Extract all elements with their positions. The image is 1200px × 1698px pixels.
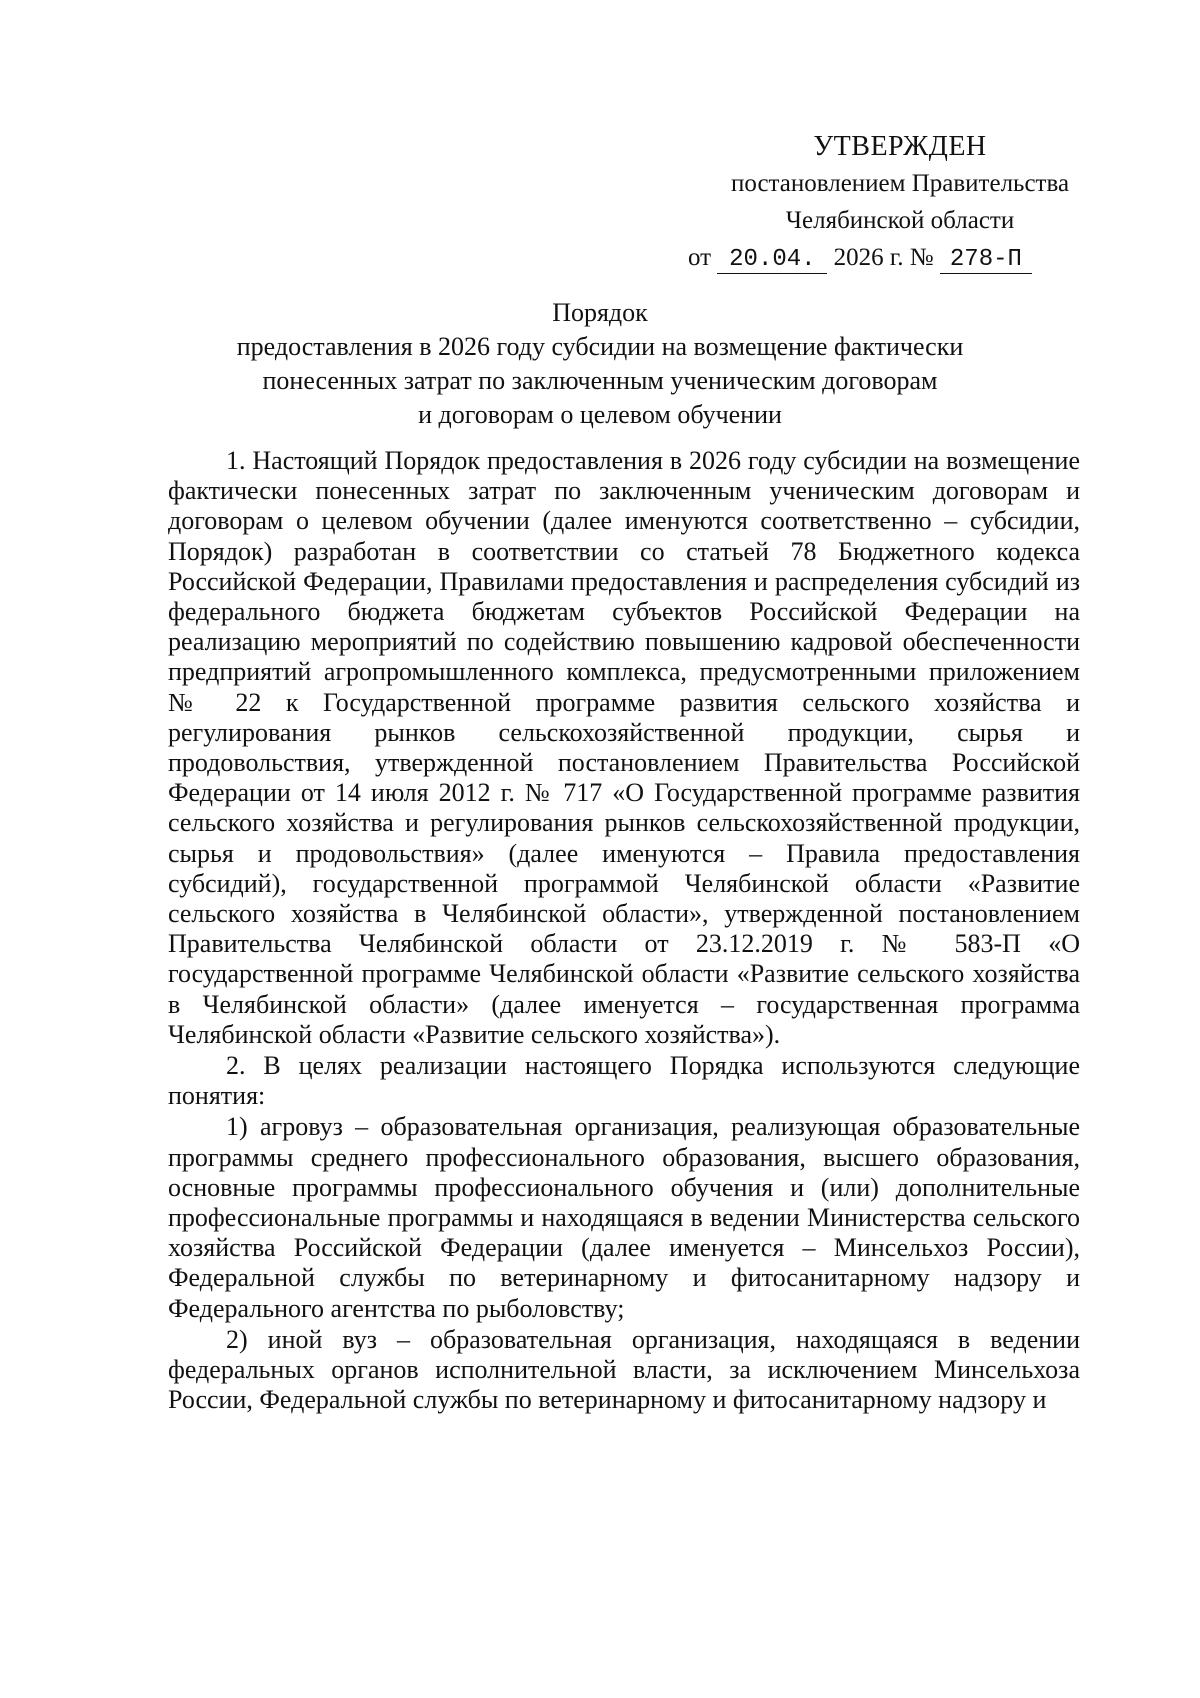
document-number: 278-П	[940, 247, 1032, 274]
approval-line-1: постановлением Правительства	[730, 170, 1070, 197]
paragraph-2: 2. В целях реализации настоящего Порядка используются следующие понятия:	[168, 1051, 1080, 1111]
title-line-4: и договорам о целевом обучении	[418, 400, 782, 429]
paragraph-4: 2) иной вуз – образовательная организация, находящаяся в ведении федеральных органов исполнительной власти, за исключением Минсельхоза России, Федеральной службы по ветеринарному и фитосанитарному надзору и	[168, 1324, 1080, 1415]
title-line-3: понесенных затрат по заключенным ученическим договорам	[262, 366, 938, 395]
paragraph-1: 1. Настоящий Порядок предоставления в 2026 году субсидии на возмещение фактически понесенных затрат по заключенным ученическим договорам и договорам о целевом обучении (далее именуются соответственно – субсидии, Порядок) разработан в соответствии со статьей 78 Бюджетного кодекса Российской Федерации, Правилами предоставления и распределения субсидий из федерального бюджета бюджетам субъектов Российской Федерации на реализацию мероприятий по содействию повышению кадровой обеспеченности предприятий агропромышленного комплекса, предусмотренными приложением № 22 к Государственной программе развития сельского хозяйства и регулирования рынков сельскохозяйственной продукции, сырья и продовольствия, утвержденной постановлением Правительства Российской Федерации от 14 июля 2012 г. № 717 «О Государственной программе развития сельского хозяйства и регулирования рынков сельскохозяйственной продукции, сырья и продовольствия» (далее именуются – Правила предоставления субсидий), государственной программой Челябинской области «Развитие сельского хозяйства в Челябинской области», утвержденной постановлением Правительства Челябинской области от 23.12.2019 г. № 583-П «О государственной программе Челябинской области «Развитие сельского хозяйства в Челябинской области» (далее именуется – государственная программа Челябинской области «Развитие сельского хозяйства»).	[168, 446, 1080, 1049]
approval-line-2: Челябинской области	[785, 207, 1015, 234]
date-prefix: от	[688, 244, 712, 271]
date-value: 20.04.	[717, 247, 827, 274]
approval-date-line	[680, 239, 1120, 276]
document-title	[150, 296, 1050, 432]
title-line-1: Порядок	[552, 298, 648, 327]
title-line-2: предоставления в 2026 году субсидии на возмещение фактически	[236, 332, 964, 361]
document-body	[168, 446, 1080, 1416]
approval-stamp	[680, 128, 1120, 276]
year-suffix: 2026 г. №	[833, 244, 934, 271]
approval-heading: УТВЕРЖДЕН	[813, 131, 987, 162]
paragraph-3: 1) агровуз – образовательная организация, реализующая образовательные программы среднего профессионального образования, высшего образования, основные программы профессионального обучения и (или) дополнительные профессиональные программы и находящаяся в ведении Министерства сельского хозяйства Российской Федерации (далее именуется – Минсельхоз России), Федеральной службы по ветеринарному и фитосанитарному надзору и Федерального агентства по рыболовству;	[168, 1112, 1080, 1323]
